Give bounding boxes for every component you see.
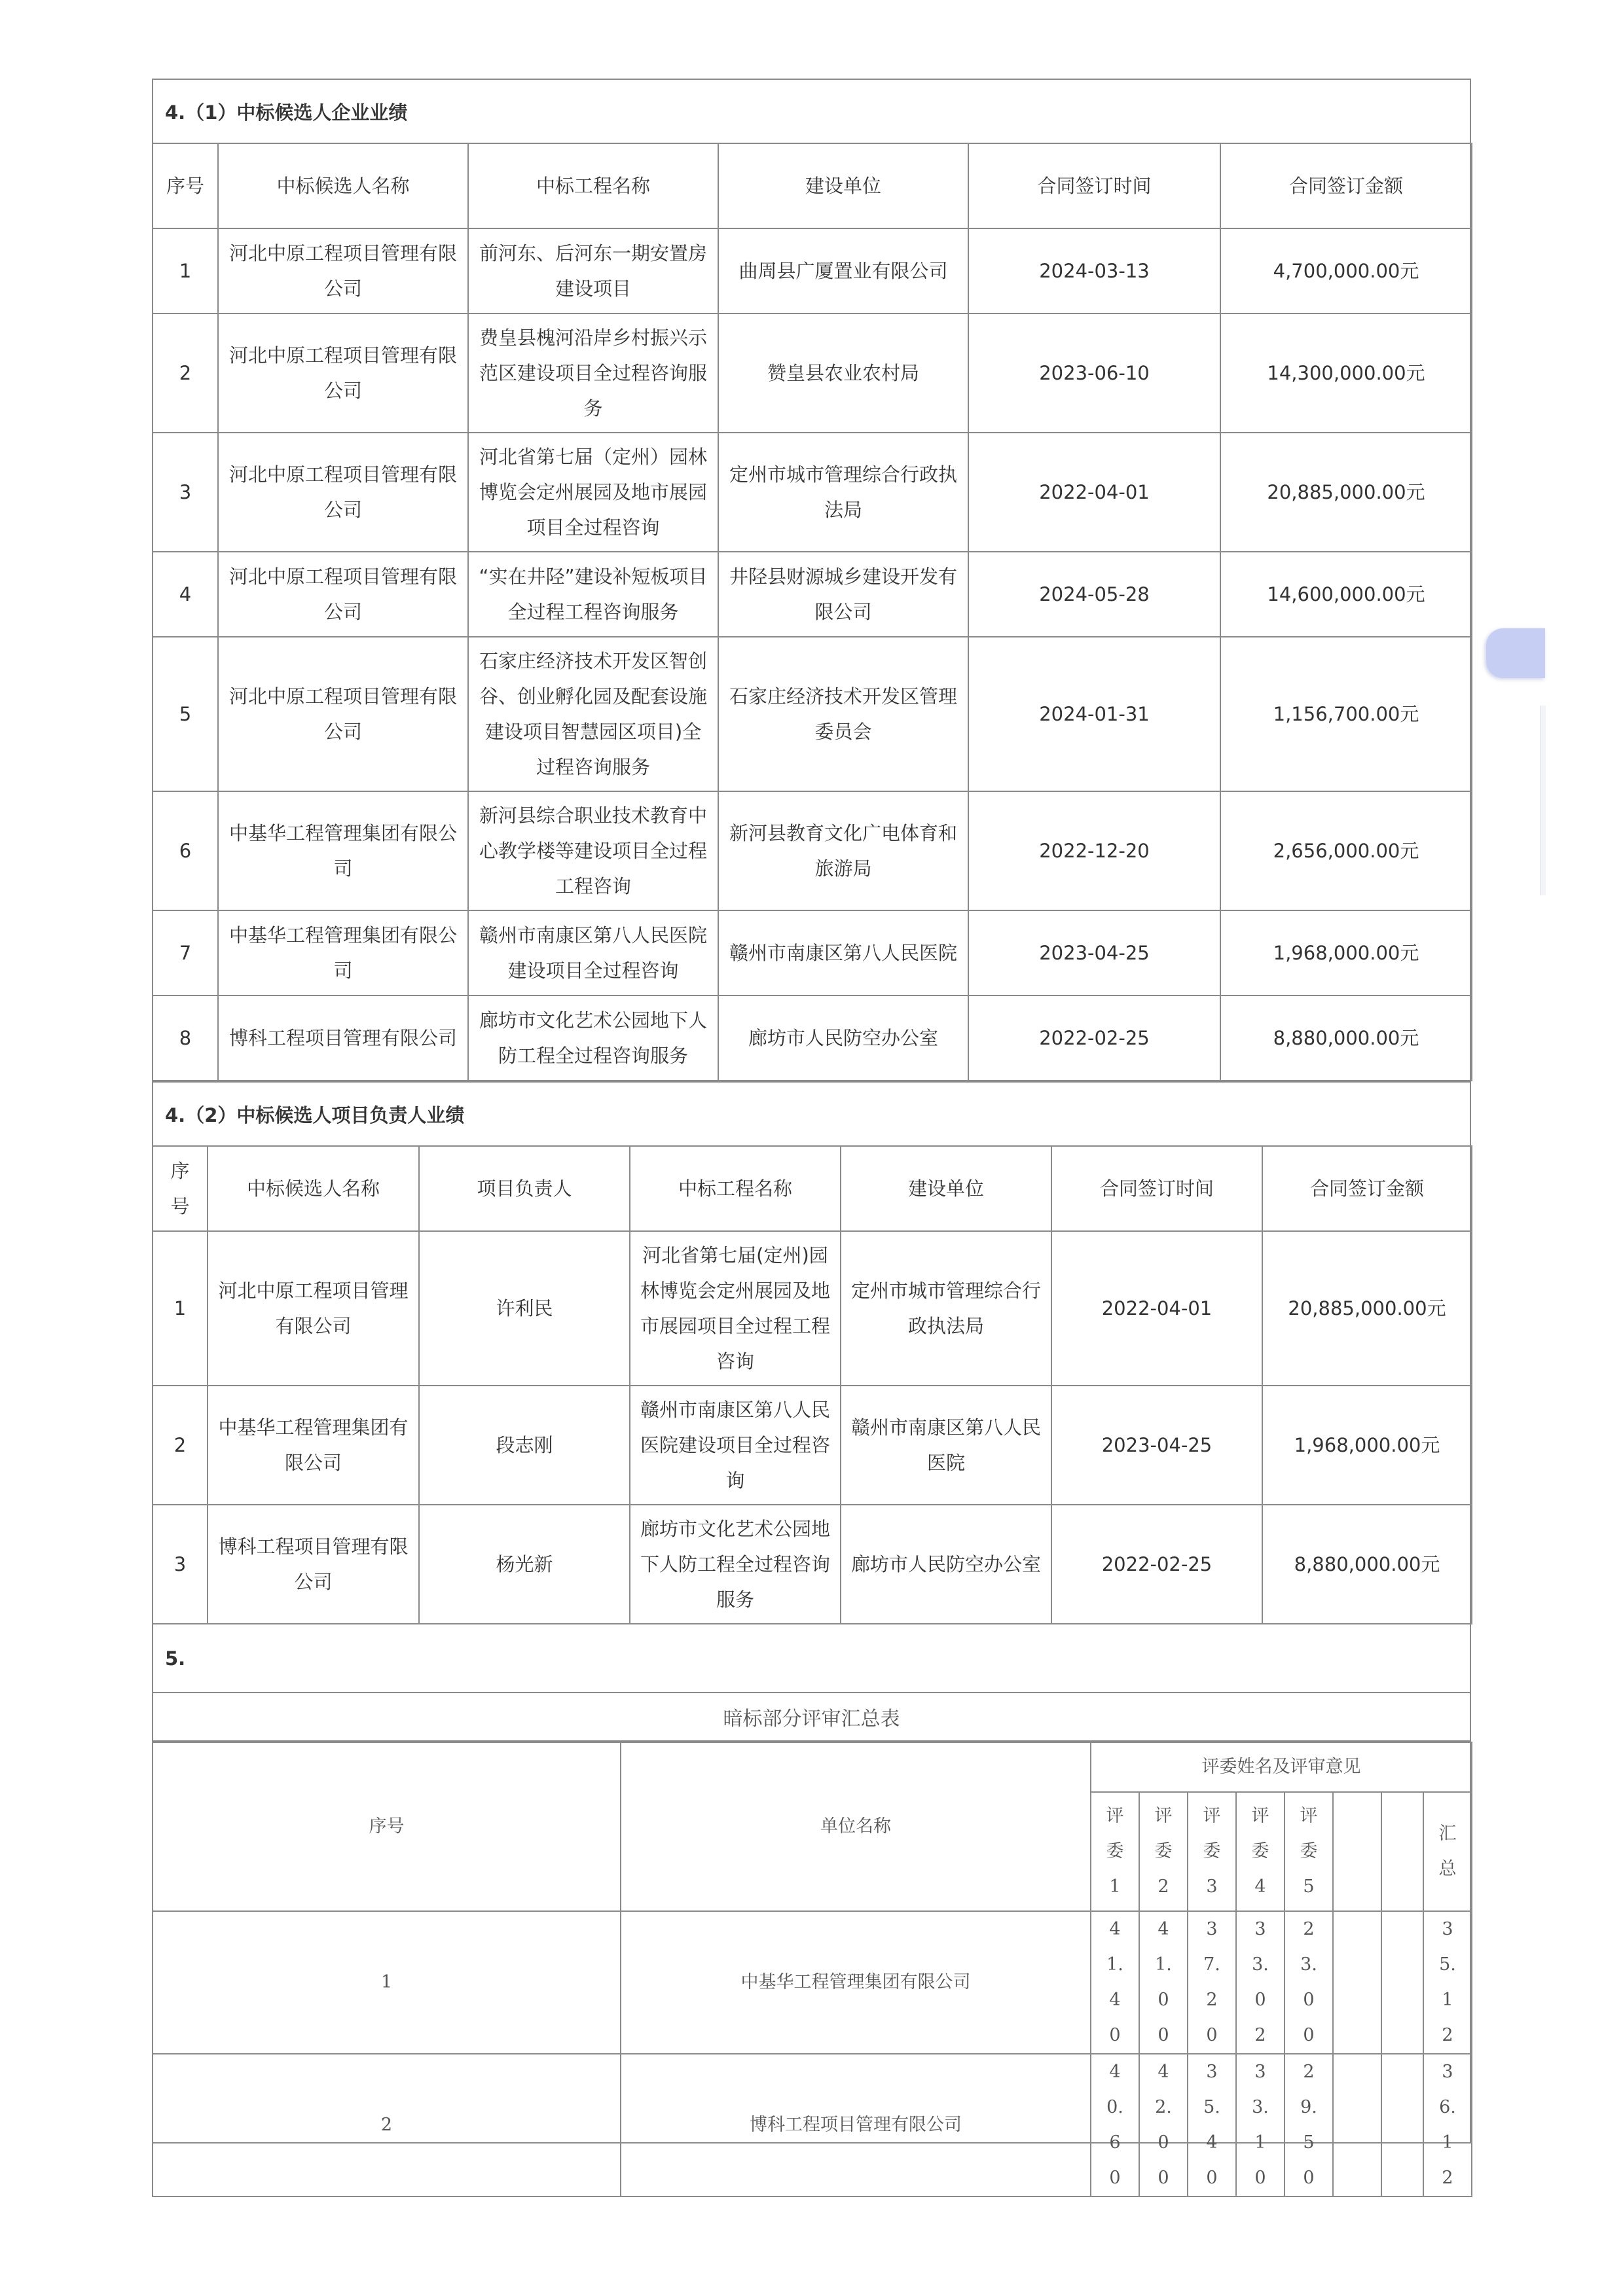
header-reviewer-empty bbox=[1333, 1792, 1381, 1911]
row-amount: 20,885,000.00元 bbox=[1220, 433, 1472, 552]
row-project: 新河县综合职业技术教育中心教学楼等建设项目全过程工程咨询 bbox=[468, 791, 718, 910]
row-project: 廊坊市文化艺术公园地下人防工程全过程咨询服务 bbox=[468, 996, 718, 1081]
row-date: 2022-02-25 bbox=[968, 996, 1220, 1081]
row-owner: 曲周县广厦置业有限公司 bbox=[718, 228, 968, 314]
header-company: 中标候选人名称 bbox=[218, 143, 468, 228]
row-date: 2022-02-25 bbox=[1051, 1505, 1262, 1624]
table-row bbox=[153, 637, 1472, 791]
row-date: 2024-01-31 bbox=[968, 637, 1220, 791]
row-score: 23.00 bbox=[1285, 1911, 1333, 2054]
row-owner: 赣州市南康区第八人民医院 bbox=[718, 910, 968, 996]
row-no: 4 bbox=[153, 552, 218, 637]
row-score: 33.02 bbox=[1236, 1911, 1285, 2054]
table-row bbox=[153, 2054, 1472, 2197]
row-no: 3 bbox=[153, 433, 218, 552]
row-company: 河北中原工程项目管理有限公司 bbox=[208, 1231, 419, 1386]
table-row bbox=[153, 791, 1472, 910]
header-reviewer: 评委5 bbox=[1285, 1792, 1333, 1911]
header-project: 中标工程名称 bbox=[468, 143, 718, 228]
header-reviewer: 评委4 bbox=[1236, 1792, 1285, 1911]
row-date: 2023-04-25 bbox=[1051, 1386, 1262, 1505]
section3-label: 5. bbox=[165, 1647, 186, 1670]
summary-table-title: 暗标部分评审汇总表 bbox=[152, 1692, 1471, 1742]
row-owner: 廊坊市人民防空办公室 bbox=[718, 996, 968, 1081]
row-no: 2 bbox=[153, 2054, 621, 2197]
row-amount: 4,700,000.00元 bbox=[1220, 228, 1472, 314]
row-company: 中基华工程管理集团有限公司 bbox=[208, 1386, 419, 1505]
header-date: 合同签订时间 bbox=[1051, 1146, 1262, 1231]
row-no: 5 bbox=[153, 637, 218, 791]
header-amount: 合同签订金额 bbox=[1220, 143, 1472, 228]
header-reviewer: 评委3 bbox=[1188, 1792, 1236, 1911]
row-company: 中基华工程管理集团有限公司 bbox=[218, 910, 468, 996]
header-company: 中标候选人名称 bbox=[208, 1146, 419, 1231]
row-project: 廊坊市文化艺术公园地下人防工程全过程咨询服务 bbox=[630, 1505, 841, 1624]
row-owner: 廊坊市人民防空办公室 bbox=[841, 1505, 1051, 1624]
row-project: 石家庄经济技术开发区智创谷、创业孵化园及配套设施建设项目智慧园区项目)全过程咨询服务 bbox=[468, 637, 718, 791]
row-score: 29.50 bbox=[1285, 2054, 1333, 2197]
table-row bbox=[153, 314, 1472, 433]
table-row bbox=[153, 552, 1472, 637]
table-row bbox=[153, 1911, 1472, 2054]
row-project: 河北省第七届(定州)园林博览会定州展园及地市展园项目全过程工程咨询 bbox=[630, 1231, 841, 1386]
row-date: 2024-05-28 bbox=[968, 552, 1220, 637]
row-owner: 定州市城市管理综合行政执法局 bbox=[718, 433, 968, 552]
row-no: 1 bbox=[153, 228, 218, 314]
row-manager: 段志刚 bbox=[419, 1386, 630, 1505]
row-date: 2022-04-01 bbox=[968, 433, 1220, 552]
row-no: 1 bbox=[153, 1231, 208, 1386]
header-date: 合同签订时间 bbox=[968, 143, 1220, 228]
row-amount: 8,880,000.00元 bbox=[1220, 996, 1472, 1081]
section1-title: 4.（1）中标候选人企业业绩 bbox=[165, 101, 408, 124]
header-no: 序号 bbox=[153, 1146, 208, 1231]
row-unit: 中基华工程管理集团有限公司 bbox=[621, 1911, 1091, 2054]
row-date: 2022-04-01 bbox=[1051, 1231, 1262, 1386]
row-owner: 赞皇县农业农村局 bbox=[718, 314, 968, 433]
row-date: 2024-03-13 bbox=[968, 228, 1220, 314]
row-date: 2022-12-20 bbox=[968, 791, 1220, 910]
row-project: 费皇县槐河沿岸乡村振兴示范区建设项目全过程咨询服务 bbox=[468, 314, 718, 433]
row-score: 37.20 bbox=[1188, 1911, 1236, 2054]
header-no: 序号 bbox=[153, 143, 218, 228]
row-score: 41.40 bbox=[1091, 1911, 1139, 2054]
table-header-row bbox=[153, 1146, 1472, 1231]
row-score: 35.40 bbox=[1188, 2054, 1236, 2197]
row-company: 博科工程项目管理有限公司 bbox=[208, 1505, 419, 1624]
row-company: 博科工程项目管理有限公司 bbox=[218, 996, 468, 1081]
row-amount: 20,885,000.00元 bbox=[1262, 1231, 1472, 1386]
row-amount: 1,156,700.00元 bbox=[1220, 637, 1472, 791]
row-amount: 2,656,000.00元 bbox=[1220, 791, 1472, 910]
row-score: 33.10 bbox=[1236, 2054, 1285, 2197]
table-row bbox=[153, 1231, 1472, 1386]
side-scroll-strip[interactable] bbox=[1540, 706, 1546, 895]
table-row bbox=[153, 228, 1472, 314]
row-total: 35.12 bbox=[1423, 1911, 1472, 2054]
row-company: 河北中原工程项目管理有限公司 bbox=[218, 314, 468, 433]
table-header-row bbox=[153, 143, 1472, 228]
header-unit: 单位名称 bbox=[621, 1742, 1091, 1911]
row-date: 2023-06-10 bbox=[968, 314, 1220, 433]
row-no: 3 bbox=[153, 1505, 208, 1624]
header-no: 序号 bbox=[153, 1742, 621, 1911]
row-amount: 14,300,000.00元 bbox=[1220, 314, 1472, 433]
header-owner: 建设单位 bbox=[841, 1146, 1051, 1231]
row-project: 赣州市南康区第八人民医院建设项目全过程咨询 bbox=[630, 1386, 841, 1505]
row-no: 6 bbox=[153, 791, 218, 910]
row-amount: 8,880,000.00元 bbox=[1262, 1505, 1472, 1624]
row-project: 赣州市南康区第八人民医院建设项目全过程咨询 bbox=[468, 910, 718, 996]
header-reviewer: 评委1 bbox=[1091, 1792, 1139, 1911]
row-no: 1 bbox=[153, 1911, 621, 2054]
side-float-tab[interactable] bbox=[1486, 628, 1545, 678]
row-amount: 1,968,000.00元 bbox=[1262, 1386, 1472, 1505]
row-company: 河北中原工程项目管理有限公司 bbox=[218, 433, 468, 552]
row-no: 2 bbox=[153, 1386, 208, 1505]
header-owner: 建设单位 bbox=[718, 143, 968, 228]
row-amount: 14,600,000.00元 bbox=[1220, 552, 1472, 637]
row-date: 2023-04-25 bbox=[968, 910, 1220, 996]
row-manager: 杨光新 bbox=[419, 1505, 630, 1624]
header-total: 汇总 bbox=[1423, 1792, 1472, 1911]
row-owner: 赣州市南康区第八人民医院 bbox=[841, 1386, 1051, 1505]
header-reviewers-group: 评委姓名及评审意见 bbox=[1091, 1742, 1472, 1792]
header-reviewer-empty bbox=[1381, 1792, 1423, 1911]
header-manager: 项目负责人 bbox=[419, 1146, 630, 1231]
row-company: 中基华工程管理集团有限公司 bbox=[218, 791, 468, 910]
row-score: 42.00 bbox=[1139, 2054, 1188, 2197]
enterprise-performance-table bbox=[152, 143, 1472, 1081]
row-owner: 新河县教育文化广电体育和旅游局 bbox=[718, 791, 968, 910]
manager-performance-table bbox=[152, 1145, 1472, 1624]
row-company: 河北中原工程项目管理有限公司 bbox=[218, 637, 468, 791]
review-summary-table bbox=[152, 1742, 1472, 2197]
row-no: 2 bbox=[153, 314, 218, 433]
row-project: 河北省第七届（定州）园林博览会定州展园及地市展园项目全过程咨询 bbox=[468, 433, 718, 552]
row-score: 41.00 bbox=[1139, 1911, 1188, 2054]
row-no: 7 bbox=[153, 910, 218, 996]
header-reviewer: 评委2 bbox=[1139, 1792, 1188, 1911]
header-amount: 合同签订金额 bbox=[1262, 1146, 1472, 1231]
table-row bbox=[153, 910, 1472, 996]
row-unit: 博科工程项目管理有限公司 bbox=[621, 2054, 1091, 2197]
section2-title: 4.（2）中标候选人项目负责人业绩 bbox=[165, 1103, 465, 1126]
table-row bbox=[153, 996, 1472, 1081]
table-row bbox=[153, 1505, 1472, 1624]
row-owner: 井陉县财源城乡建设开发有限公司 bbox=[718, 552, 968, 637]
row-score: 40.60 bbox=[1091, 2054, 1139, 2197]
row-score-empty bbox=[1333, 1911, 1381, 2054]
row-owner: 石家庄经济技术开发区管理委员会 bbox=[718, 637, 968, 791]
row-score-empty bbox=[1381, 2054, 1423, 2197]
row-amount: 1,968,000.00元 bbox=[1220, 910, 1472, 996]
row-total: 36.12 bbox=[1423, 2054, 1472, 2197]
table-row bbox=[153, 1386, 1472, 1505]
row-project: “实在井陉”建设补短板项目全过程工程咨询服务 bbox=[468, 552, 718, 637]
row-company: 河北中原工程项目管理有限公司 bbox=[218, 228, 468, 314]
row-owner: 定州市城市管理综合行政执法局 bbox=[841, 1231, 1051, 1386]
row-score-empty bbox=[1333, 2054, 1381, 2197]
row-project: 前河东、后河东一期安置房建设项目 bbox=[468, 228, 718, 314]
header-project: 中标工程名称 bbox=[630, 1146, 841, 1231]
row-score-empty bbox=[1381, 1911, 1423, 2054]
row-company: 河北中原工程项目管理有限公司 bbox=[218, 552, 468, 637]
row-no: 8 bbox=[153, 996, 218, 1081]
table-row bbox=[153, 433, 1472, 552]
row-manager: 许利民 bbox=[419, 1231, 630, 1386]
